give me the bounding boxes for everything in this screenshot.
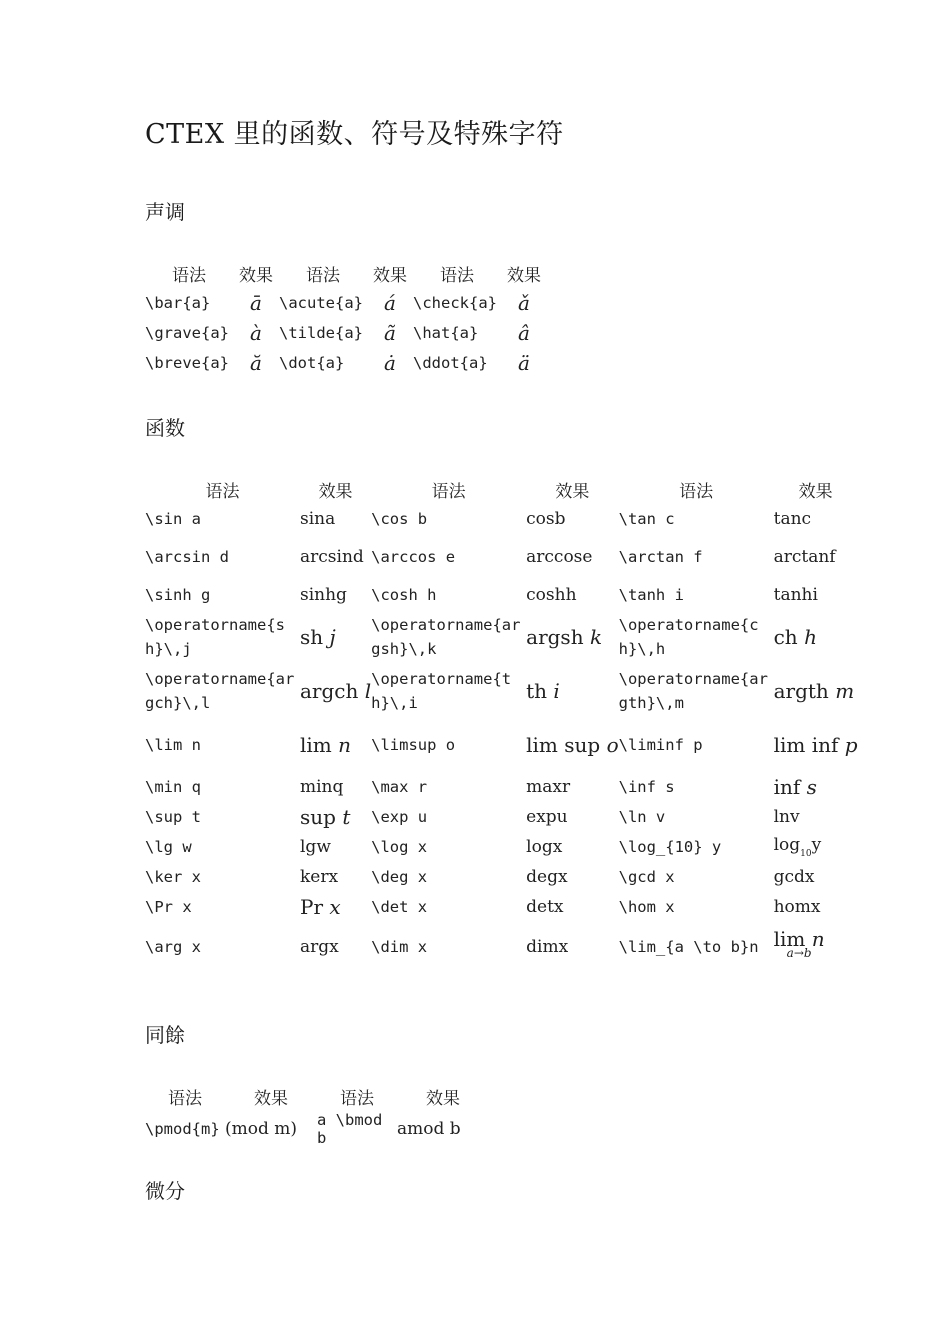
variable-text: l bbox=[364, 679, 372, 703]
syntax-cell: \sin a bbox=[145, 510, 201, 528]
effect-text: detx bbox=[526, 897, 564, 917]
effect-cell: ȧ bbox=[384, 351, 396, 375]
syntax-cell: \cos b bbox=[371, 510, 428, 528]
syntax-cell: \det x bbox=[371, 898, 428, 916]
effect-cell: á bbox=[384, 291, 396, 315]
operator-text: sup bbox=[300, 805, 336, 829]
operator-text: sh bbox=[300, 625, 324, 649]
effect-cell bbox=[300, 504, 371, 534]
column-header-syntax: 语法 bbox=[431, 481, 466, 502]
effect-cell: à bbox=[250, 321, 262, 345]
syntax-cell: \hom x bbox=[618, 898, 675, 916]
operator-text: lim inf bbox=[773, 733, 839, 757]
effect-cell bbox=[300, 580, 371, 610]
variable-text: j bbox=[329, 625, 336, 649]
table-row bbox=[145, 718, 858, 772]
syntax-cell: \lim n bbox=[145, 736, 201, 754]
syntax-cell: \lg w bbox=[145, 838, 192, 856]
section-heading-differential: 微分 bbox=[145, 1179, 185, 1203]
variable-text: x bbox=[329, 895, 341, 919]
effect-cell bbox=[526, 832, 618, 862]
variable-text: y bbox=[811, 835, 822, 855]
effect-cell bbox=[300, 718, 371, 772]
variable-text: p bbox=[844, 733, 858, 757]
effect-cell: ā bbox=[250, 291, 262, 315]
column-header-syntax: 语法 bbox=[205, 481, 240, 502]
function-table-header bbox=[145, 474, 858, 504]
table-row bbox=[145, 892, 858, 922]
syntax-cell: \arcsin d bbox=[145, 548, 229, 566]
syntax-cell: \dot{a} bbox=[279, 354, 345, 372]
effect-cell bbox=[300, 862, 371, 892]
tone-table bbox=[145, 258, 547, 378]
effect-cell bbox=[526, 802, 618, 832]
effect-cell: â bbox=[518, 321, 530, 345]
variable-text: n bbox=[811, 927, 825, 951]
effect-cell bbox=[300, 610, 371, 664]
operator-text: inf bbox=[773, 775, 801, 799]
table-row bbox=[145, 832, 858, 862]
syntax-cell: \exp u bbox=[371, 808, 428, 826]
effect-cell bbox=[526, 892, 618, 922]
syntax-cell: \lim_{a \to b}n bbox=[618, 938, 759, 956]
effect-cell bbox=[526, 504, 618, 534]
effect-text: dimx bbox=[526, 937, 569, 957]
effect-cell bbox=[300, 892, 371, 922]
variable-text: o bbox=[606, 733, 619, 757]
syntax-cell: \operatorname{sh}\,j bbox=[145, 616, 285, 658]
section-heading-function: 函数 bbox=[145, 416, 185, 440]
syntax-cell: \operatorname{argsh}\,k bbox=[371, 616, 521, 658]
syntax-cell: \pmod{m} bbox=[145, 1120, 220, 1138]
syntax-cell: \operatorname{argch}\,l bbox=[145, 670, 295, 712]
column-header-effect: 效果 bbox=[426, 1088, 460, 1109]
column-header-syntax: 语法 bbox=[340, 1088, 374, 1109]
congruence-table-body bbox=[145, 1111, 489, 1147]
effect-text: lnv bbox=[773, 807, 800, 827]
effect-cell bbox=[774, 580, 858, 610]
operator-text: log bbox=[773, 835, 801, 855]
effect-cell bbox=[300, 664, 371, 718]
effect-cell: amod b bbox=[397, 1119, 461, 1139]
effect-cell bbox=[774, 534, 858, 580]
variable-text: h bbox=[804, 625, 817, 649]
variable-text: s bbox=[806, 775, 817, 799]
effect-cell bbox=[774, 892, 858, 922]
syntax-cell: \gcd x bbox=[618, 868, 675, 886]
syntax-cell: \arg x bbox=[145, 938, 201, 956]
congruence-table-header bbox=[145, 1081, 489, 1111]
effect-cell bbox=[774, 718, 858, 772]
operator-text: Pr bbox=[300, 895, 324, 919]
syntax-cell: \inf s bbox=[618, 778, 675, 796]
section-heading-congruence: 同餘 bbox=[145, 1023, 185, 1047]
syntax-cell: \min q bbox=[145, 778, 201, 796]
tone-table-body bbox=[145, 288, 547, 378]
syntax-cell: \operatorname{argth}\,m bbox=[618, 670, 768, 712]
effect-cell: (mod m) bbox=[225, 1119, 298, 1139]
effect-text: kerx bbox=[300, 867, 339, 887]
column-header-effect: 效果 bbox=[507, 265, 541, 286]
column-header-syntax: 语法 bbox=[172, 265, 206, 286]
effect-text: cosb bbox=[526, 509, 566, 529]
syntax-cell: \arctan f bbox=[618, 548, 703, 566]
table-row bbox=[145, 318, 547, 348]
syntax-cell: \sup t bbox=[145, 808, 201, 826]
effect-text: gcdx bbox=[773, 867, 815, 887]
variable-text: k bbox=[589, 625, 603, 649]
function-table-body bbox=[145, 504, 858, 972]
column-header-syntax: 语法 bbox=[168, 1088, 202, 1109]
variable-text: n bbox=[338, 733, 352, 757]
syntax-cell: \grave{a} bbox=[145, 324, 229, 342]
table-row bbox=[145, 348, 547, 378]
operator-text: lim bbox=[300, 733, 332, 757]
column-header-effect: 效果 bbox=[555, 481, 590, 502]
limit-stack bbox=[773, 927, 825, 960]
syntax-cell: \Pr x bbox=[145, 898, 192, 916]
effect-cell bbox=[774, 610, 858, 664]
effect-cell bbox=[774, 832, 858, 862]
syntax-cell: \acute{a} bbox=[279, 294, 363, 312]
effect-cell bbox=[526, 862, 618, 892]
syntax-cell: \breve{a} bbox=[145, 354, 229, 372]
subscript-text: 10 bbox=[800, 849, 812, 859]
operator-text: lim bbox=[773, 927, 806, 951]
effect-cell: ã bbox=[384, 321, 396, 345]
effect-cell bbox=[526, 718, 618, 772]
table-row bbox=[145, 802, 858, 832]
syntax-cell: \cosh h bbox=[371, 586, 437, 604]
effect-text: degx bbox=[526, 867, 568, 887]
table-row bbox=[145, 534, 858, 580]
column-header-syntax: 语法 bbox=[440, 265, 474, 286]
effect-cell bbox=[774, 922, 858, 972]
effect-cell bbox=[300, 922, 371, 972]
effect-text: lgw bbox=[300, 837, 331, 857]
operator-text: lim sup bbox=[526, 733, 601, 757]
effect-text: argx bbox=[300, 937, 339, 957]
table-row bbox=[145, 580, 858, 610]
syntax-cell: \ln v bbox=[618, 808, 666, 826]
syntax-cell: a \bmod b bbox=[317, 1111, 383, 1147]
effect-cell bbox=[526, 772, 618, 802]
table-row bbox=[145, 664, 858, 718]
effect-cell bbox=[526, 664, 618, 718]
effect-cell bbox=[774, 504, 858, 534]
operator-text: argch bbox=[300, 679, 359, 703]
operator-text: argth bbox=[773, 679, 829, 703]
syntax-cell: \log x bbox=[371, 838, 428, 856]
variable-text: i bbox=[553, 679, 560, 703]
operator-text: th bbox=[526, 679, 548, 703]
variable-text: m bbox=[835, 679, 855, 703]
syntax-cell: \ddot{a} bbox=[413, 354, 488, 372]
syntax-cell: \deg x bbox=[371, 868, 428, 886]
syntax-cell: \liminf p bbox=[618, 736, 703, 754]
syntax-cell: \tilde{a} bbox=[279, 324, 363, 342]
effect-text: coshh bbox=[526, 585, 577, 605]
effect-cell bbox=[300, 832, 371, 862]
effect-text: arccose bbox=[526, 547, 593, 567]
effect-text: arcsind bbox=[300, 547, 364, 567]
column-header-effect: 效果 bbox=[318, 481, 353, 502]
syntax-cell: \log_{10} y bbox=[618, 838, 722, 856]
effect-text: sina bbox=[300, 509, 336, 529]
variable-text: t bbox=[342, 805, 351, 829]
syntax-cell: \operatorname{th}\,i bbox=[371, 670, 512, 712]
syntax-cell: \limsup o bbox=[371, 736, 456, 754]
table-row bbox=[145, 504, 858, 534]
column-header-syntax: 语法 bbox=[679, 481, 714, 502]
effect-cell: ă bbox=[250, 351, 262, 375]
effect-cell: ǎ bbox=[518, 291, 530, 315]
effect-text: tanc bbox=[773, 509, 812, 529]
effect-text: maxr bbox=[526, 777, 571, 797]
effect-cell: ä bbox=[518, 351, 530, 375]
effect-cell bbox=[774, 862, 858, 892]
effect-text: expu bbox=[526, 807, 568, 827]
column-header-effect: 效果 bbox=[373, 265, 407, 286]
effect-cell bbox=[526, 580, 618, 610]
table-row bbox=[145, 1111, 489, 1147]
effect-cell bbox=[526, 534, 618, 580]
effect-cell bbox=[774, 802, 858, 832]
effect-cell bbox=[300, 802, 371, 832]
effect-text: arctanf bbox=[773, 547, 836, 567]
effect-cell bbox=[300, 772, 371, 802]
operator-text: ch bbox=[773, 625, 798, 649]
column-header-syntax: 语法 bbox=[306, 265, 340, 286]
page-title: CTEX 里的函数、符号及特殊字符 bbox=[145, 119, 564, 150]
syntax-cell: \check{a} bbox=[413, 294, 497, 312]
effect-text: homx bbox=[773, 897, 821, 917]
effect-cell bbox=[526, 610, 618, 664]
table-row bbox=[145, 862, 858, 892]
syntax-cell: \dim x bbox=[371, 938, 428, 956]
section-heading-tone: 声调 bbox=[145, 200, 185, 224]
syntax-cell: \arccos e bbox=[371, 548, 456, 566]
syntax-cell: \bar{a} bbox=[145, 294, 211, 312]
congruence-table bbox=[145, 1081, 489, 1147]
syntax-cell: \sinh g bbox=[145, 586, 211, 604]
syntax-cell: \max r bbox=[371, 778, 428, 796]
table-row bbox=[145, 922, 858, 972]
effect-text: sinhg bbox=[300, 585, 347, 605]
effect-text: tanhi bbox=[773, 585, 818, 605]
column-header-effect: 效果 bbox=[798, 481, 833, 502]
syntax-cell: \tan c bbox=[618, 510, 675, 528]
syntax-cell: \operatorname{ch}\,h bbox=[618, 616, 759, 658]
syntax-cell: \ker x bbox=[145, 868, 201, 886]
effect-cell bbox=[774, 772, 858, 802]
column-header-effect: 效果 bbox=[239, 265, 273, 286]
effect-cell bbox=[300, 534, 371, 580]
table-row bbox=[145, 772, 858, 802]
effect-cell bbox=[774, 664, 858, 718]
effect-text: minq bbox=[300, 777, 344, 797]
effect-cell bbox=[526, 922, 618, 972]
column-header-effect: 效果 bbox=[254, 1088, 288, 1109]
syntax-cell: \hat{a} bbox=[413, 324, 479, 342]
tone-table-header bbox=[145, 258, 547, 288]
function-table bbox=[145, 474, 858, 972]
operator-text: argsh bbox=[526, 625, 584, 649]
table-row bbox=[145, 288, 547, 318]
effect-text: logx bbox=[526, 837, 563, 857]
limit-subscript: a→b bbox=[786, 946, 812, 960]
table-row bbox=[145, 610, 858, 664]
syntax-cell: \tanh i bbox=[618, 586, 684, 604]
